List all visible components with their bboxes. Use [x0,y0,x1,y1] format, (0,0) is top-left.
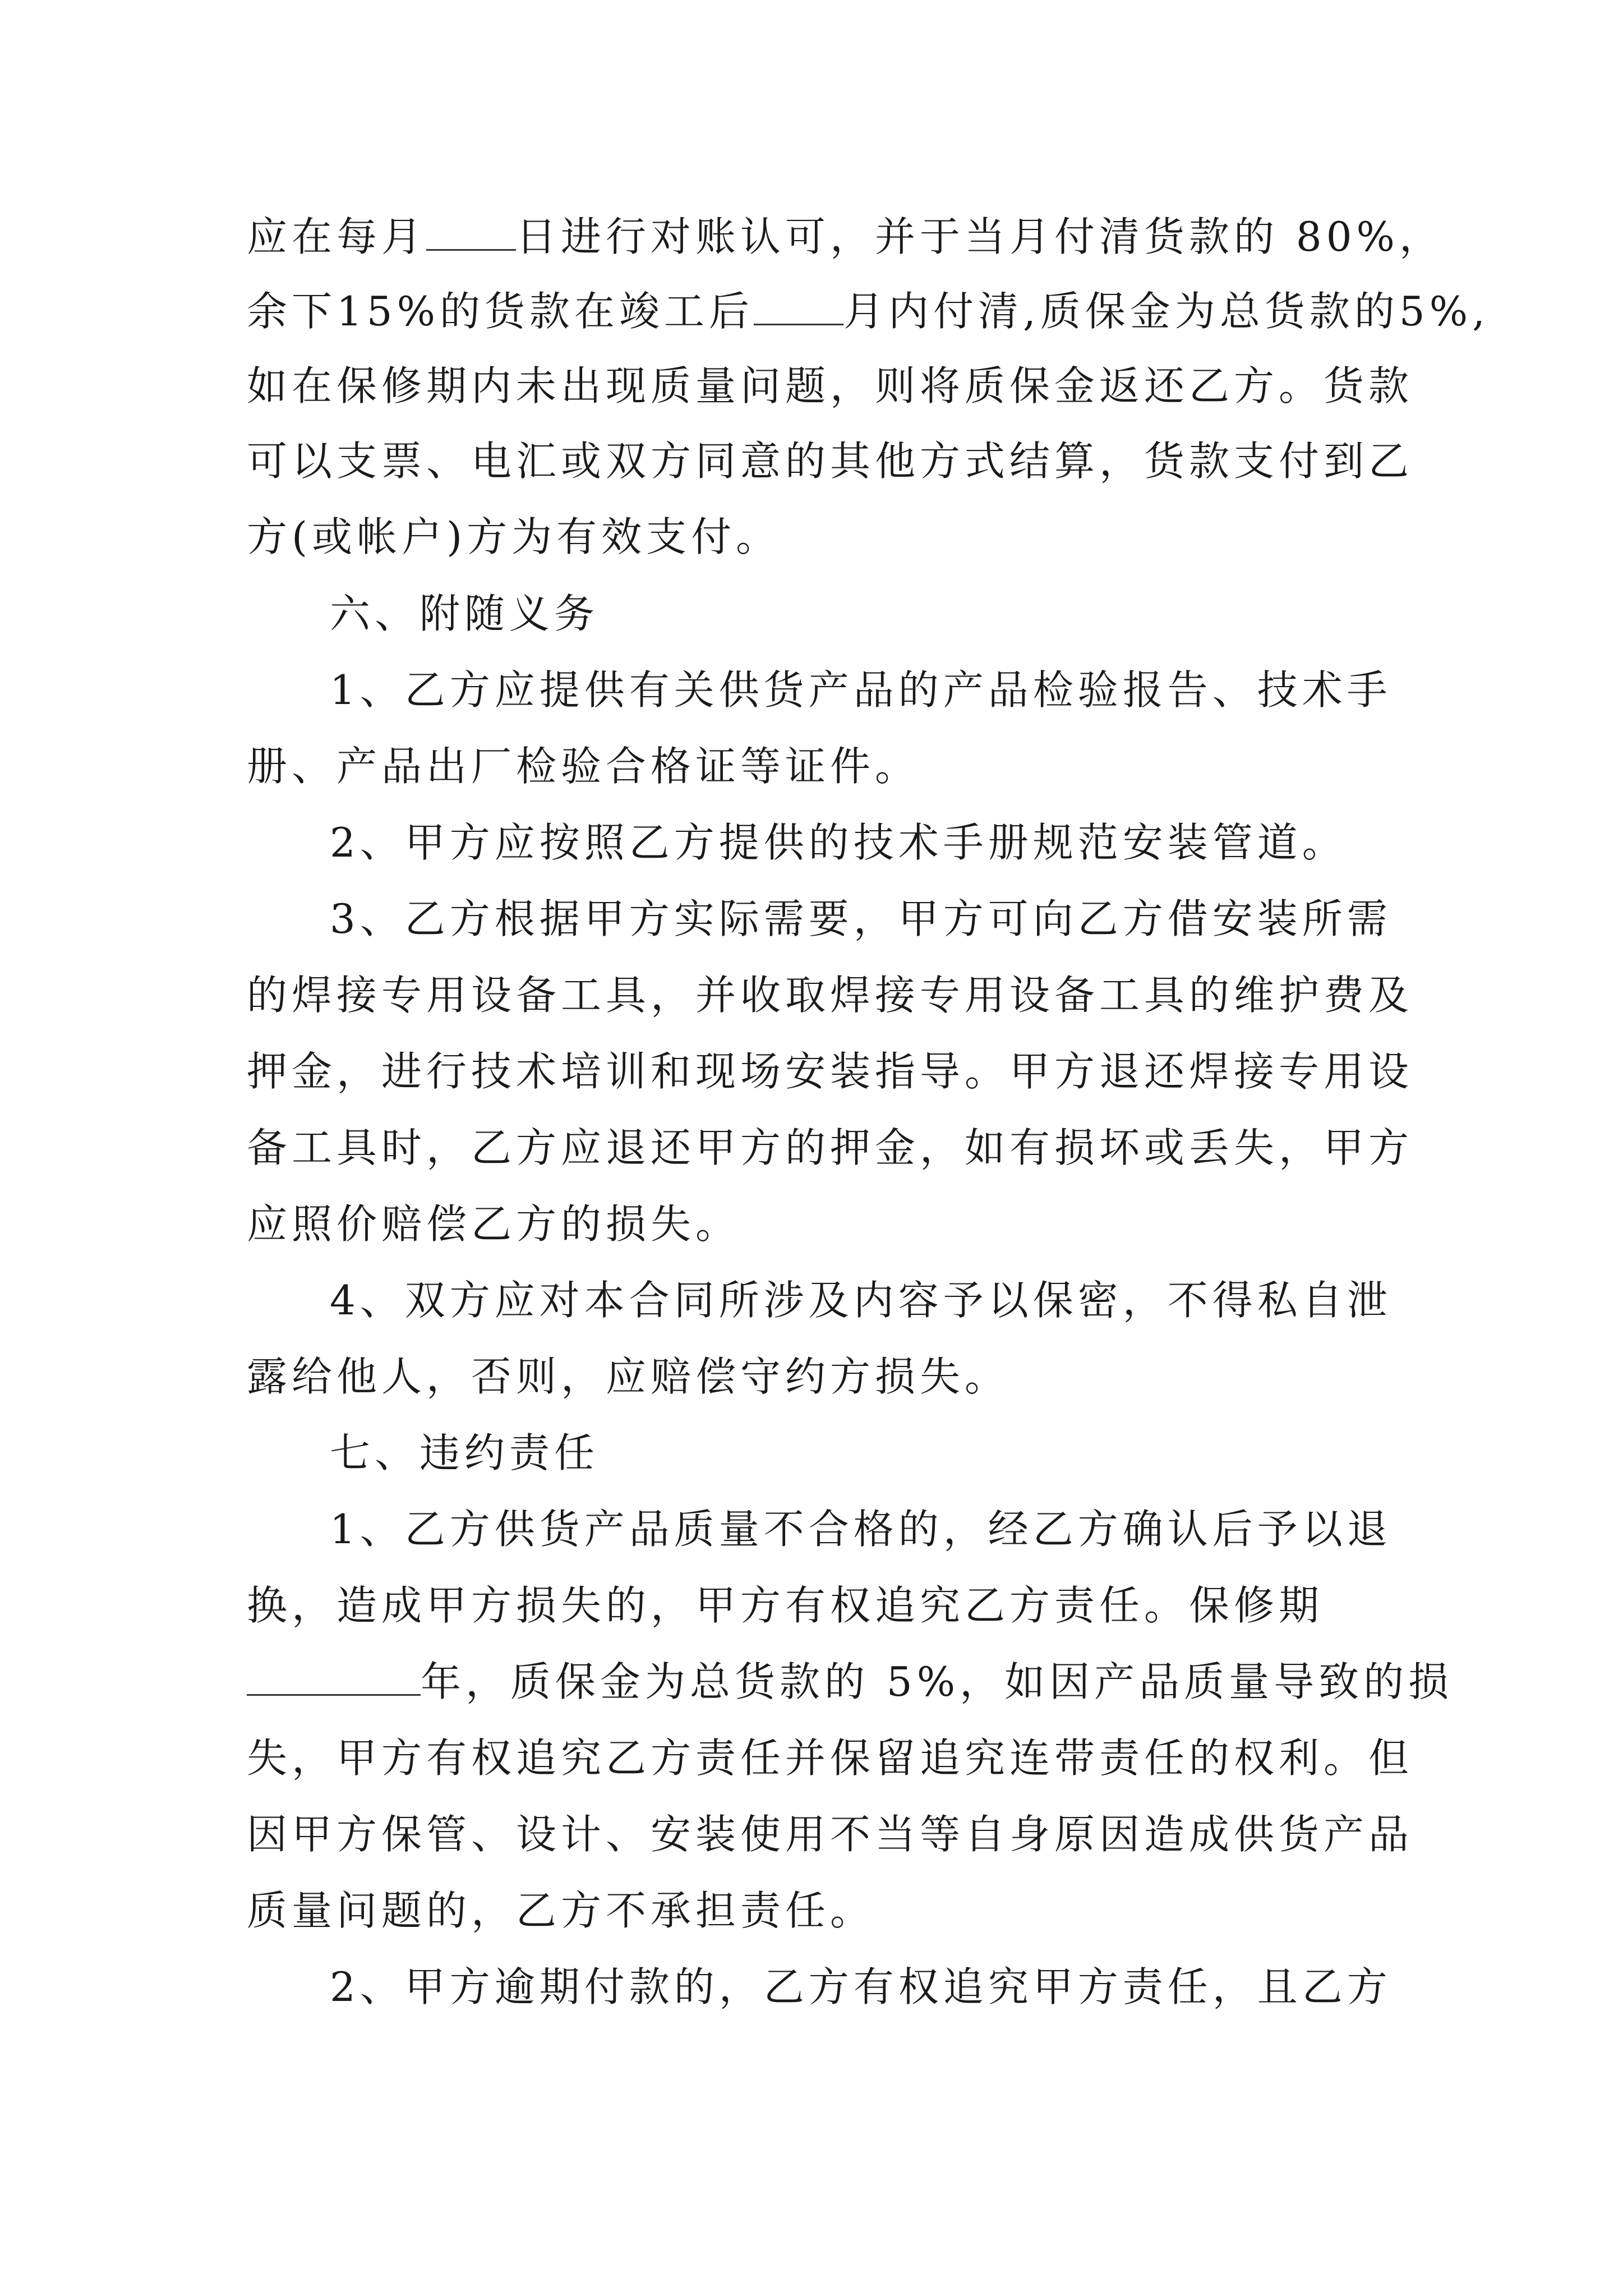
text-line: 册、产品出厂检验合格证等证件。 [247,743,920,790]
text-line: 的焊接专用设备工具，并收取焊接专用设备工具的维护费及 [247,972,1414,1019]
paragraph-start: 1、乙方应提供有关供货产品的产品检验报告、技术手 [330,666,1392,714]
paragraph-start: 3、乙方根据甲方实际需要，甲方可向乙方借安装所需 [330,895,1392,942]
text-segment: 日进行对账认可，并于当月付清货款的 80%， [516,213,1444,260]
text-line: 换，造成甲方损失的，甲方有权追究乙方责任。保修期 [247,1582,1324,1629]
paragraph-start: 2、甲方应按照乙方提供的技术手册规范安装管道。 [330,819,1347,866]
text-segment: 年，质保金为总货款的 5%，如因产品质量导致的损 [421,1658,1454,1705]
paragraph-start: 2、甲方逾期付款的，乙方有权追究甲方责任，且乙方 [330,1963,1392,2010]
text-segment: 月内付清,质保金为总货款的5%, [843,288,1490,335]
paragraph-start: 1、乙方供货产品质量不合格的，经乙方确认后予以退 [330,1506,1392,1553]
text-segment: 余下15%的货款在竣工后 [247,288,754,335]
fill-in-blank [247,1659,421,1696]
text-line [247,283,1490,339]
fill-in-blank [754,289,843,325]
text-line: 如在保修期内未出现质量问题，则将质保金返还乙方。货款 [247,362,1414,409]
paragraph-start: 4、双方应对本合同所涉及内容予以保密，不得私自泄 [330,1277,1392,1324]
text-segment: 应在每月 [247,213,427,260]
fill-in-blank [426,214,516,251]
text-line: 质量问题的，乙方不承担责任。 [247,1887,875,1934]
text-line: 露给他人，否则，应赔偿守约方损失。 [247,1353,1010,1400]
section-heading: 六、附随义务 [330,590,600,637]
text-line: 失，甲方有权追究乙方责任并保留追究连带责任的权利。但 [247,1734,1414,1782]
text-line [247,209,1444,265]
text-line [247,1654,1453,1710]
section-heading: 七、违约责任 [330,1429,600,1476]
text-line: 押金，进行技术培训和现场安装指导。甲方退还焊接专用设 [247,1048,1414,1095]
text-line: 备工具时，乙方应退还甲方的押金，如有损坏或丢失，甲方 [247,1124,1414,1171]
text-line: 可以支票、电汇或双方同意的其他方式结算，货款支付到乙 [247,438,1414,485]
text-line: 因甲方保管、设计、安装使用不当等自身原因造成供货产品 [247,1811,1414,1858]
text-line: 方(或帐户)方为有效支付。 [247,513,781,560]
text-line: 应照价赔偿乙方的损失。 [247,1200,741,1248]
